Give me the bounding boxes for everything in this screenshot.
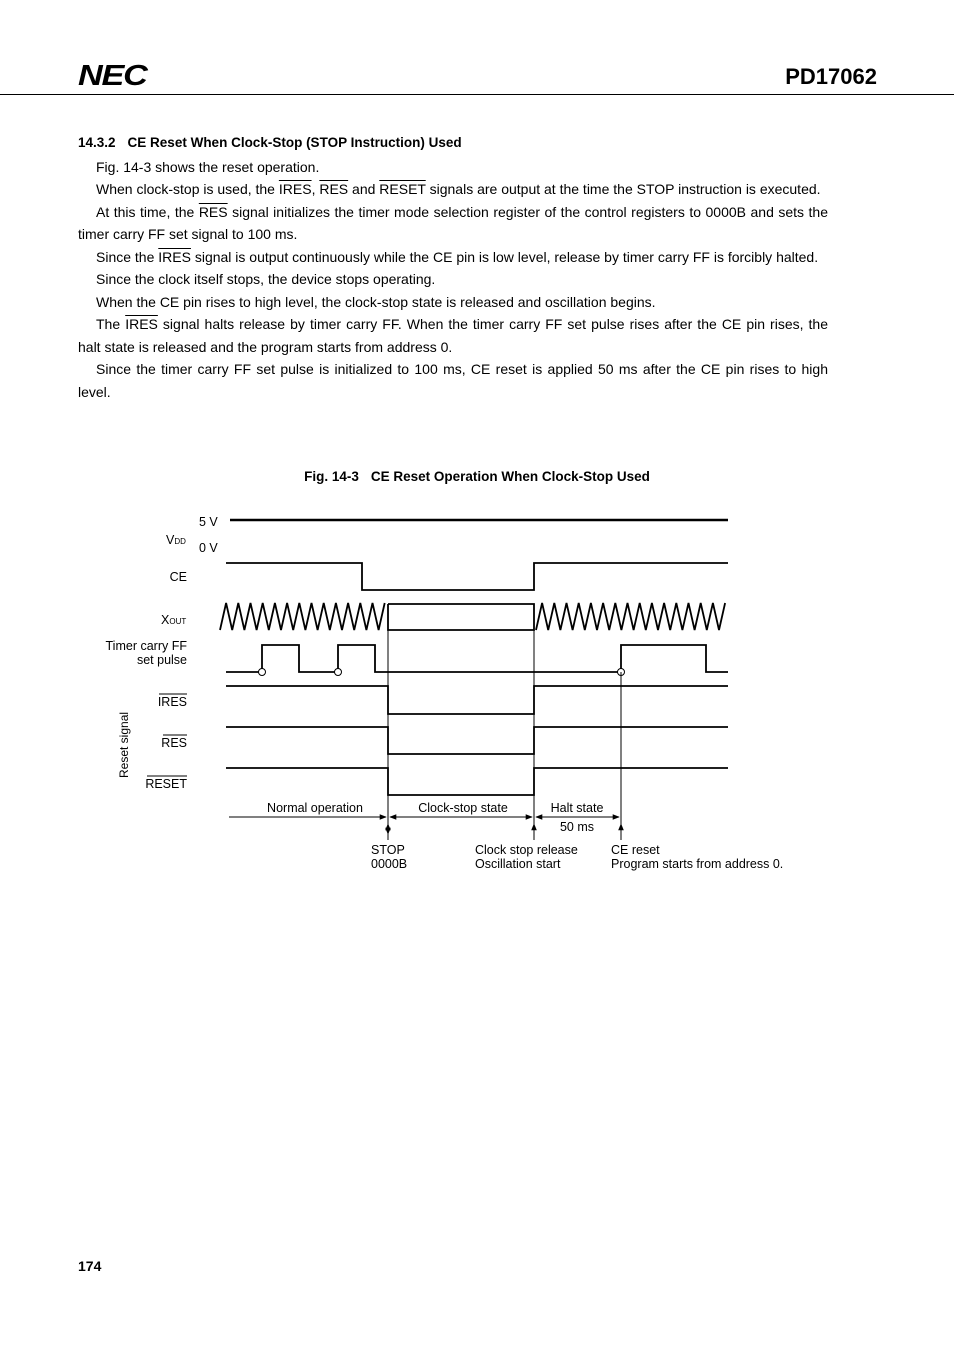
label-50ms: 50 ms (559, 820, 595, 834)
paragraph-8: Since the timer carry FF set pulse is initialized to 100 ms, CE reset is applied 50 ms after the CE pin rises to high level. (78, 361, 828, 400)
label-0000b: 0000B (371, 857, 408, 871)
label-ce: CE (169, 570, 187, 584)
page-number: 174 (78, 1258, 102, 1274)
paragraph-1: Fig. 14-3 shows the reset operation. (96, 158, 320, 175)
label-ires: IRES (157, 695, 187, 709)
text-run: When clock-stop is used, the (96, 181, 279, 197)
timer-carry-waveform (226, 645, 728, 672)
text-run: signal is output continuously while the CE pin is low level, release by timer carry FF is forcibly halted. (190, 248, 819, 265)
text-run: , (311, 181, 320, 197)
label-clock-stop-release: Clock stop release (475, 843, 578, 857)
signal-ires: IRES (125, 316, 158, 332)
edge-marker (335, 669, 342, 676)
paragraph-5: Since the clock itself stops, the device stops operating. (96, 271, 436, 287)
label-timer-carry-1: Timer carry FF (105, 639, 187, 653)
signal-ires: IRES (278, 181, 312, 197)
label-res: RES (161, 736, 187, 750)
section-title-text: CE Reset When Clock-Stop (STOP Instruction) Used (127, 135, 462, 150)
text-run: and (348, 181, 380, 197)
label-0v: 0 V (199, 541, 218, 555)
signal-reset: RESET (379, 181, 426, 197)
text-run: signals are output at the time the STOP instruction is executed. (425, 181, 821, 197)
text-run: The (96, 316, 126, 332)
label-stop: STOP (371, 843, 405, 857)
ce-waveform (226, 563, 728, 590)
edge-marker (259, 669, 266, 676)
label-normal-operation: Normal operation (267, 801, 363, 815)
ires-waveform (226, 686, 728, 714)
label-program-starts: Program starts from address 0. (611, 857, 784, 871)
label-5v: 5 V (199, 515, 218, 529)
nec-logo: NEC (78, 60, 147, 92)
section-number: 14.3.2 (78, 135, 116, 150)
label-vdd (166, 533, 186, 547)
signal-ires: IRES (158, 248, 191, 265)
xout-stop-box (388, 604, 534, 630)
signal-res: $\overline{RES}$ (198, 203, 228, 220)
text-run: Since the (96, 248, 159, 265)
reset-waveform (226, 768, 728, 795)
label-timer-carry-2: set pulse (136, 653, 187, 667)
text-run: At this time, the (96, 203, 199, 220)
figure-title-text: CE Reset Operation When Clock-Stop Used (370, 469, 650, 484)
label-xout (161, 613, 186, 627)
res-waveform (226, 727, 728, 754)
label-reset-signal: Reset signal (117, 711, 131, 778)
xout-oscillation-left (220, 603, 385, 630)
xout-oscillation-right (536, 603, 725, 630)
label-reset: RESET (145, 777, 187, 791)
label-clock-stop-state: Clock-stop state (418, 801, 508, 815)
figure-number: Fig. 14-3 (304, 469, 359, 484)
label-ce-reset: CE reset (611, 843, 660, 857)
document-number: PD17062 (785, 64, 877, 89)
signal-res: $\overline{RES}$ (319, 181, 349, 197)
text-run: signal initializes the timer mode selection register of the control registers to 0000B and sets the timer carry FF set signal to 100 ms. (78, 203, 828, 242)
text-run: signal halts release by timer carry FF. When the timer carry FF set pulse rises after the CE pin rises, the halt state is released and the program starts from address 0. (78, 316, 829, 355)
label-halt-state: Halt state (550, 801, 604, 815)
label-xout-main: X (161, 613, 170, 627)
paragraph-6: When the CE pin rises to high level, the clock-stop state is released and oscillation begins. (96, 293, 656, 310)
label-vdd-sub: DD (174, 537, 186, 546)
label-oscillation-start: Oscillation start (475, 857, 561, 871)
label-xout-sub: OUT (169, 617, 187, 626)
label-vdd-main: V (166, 533, 175, 547)
